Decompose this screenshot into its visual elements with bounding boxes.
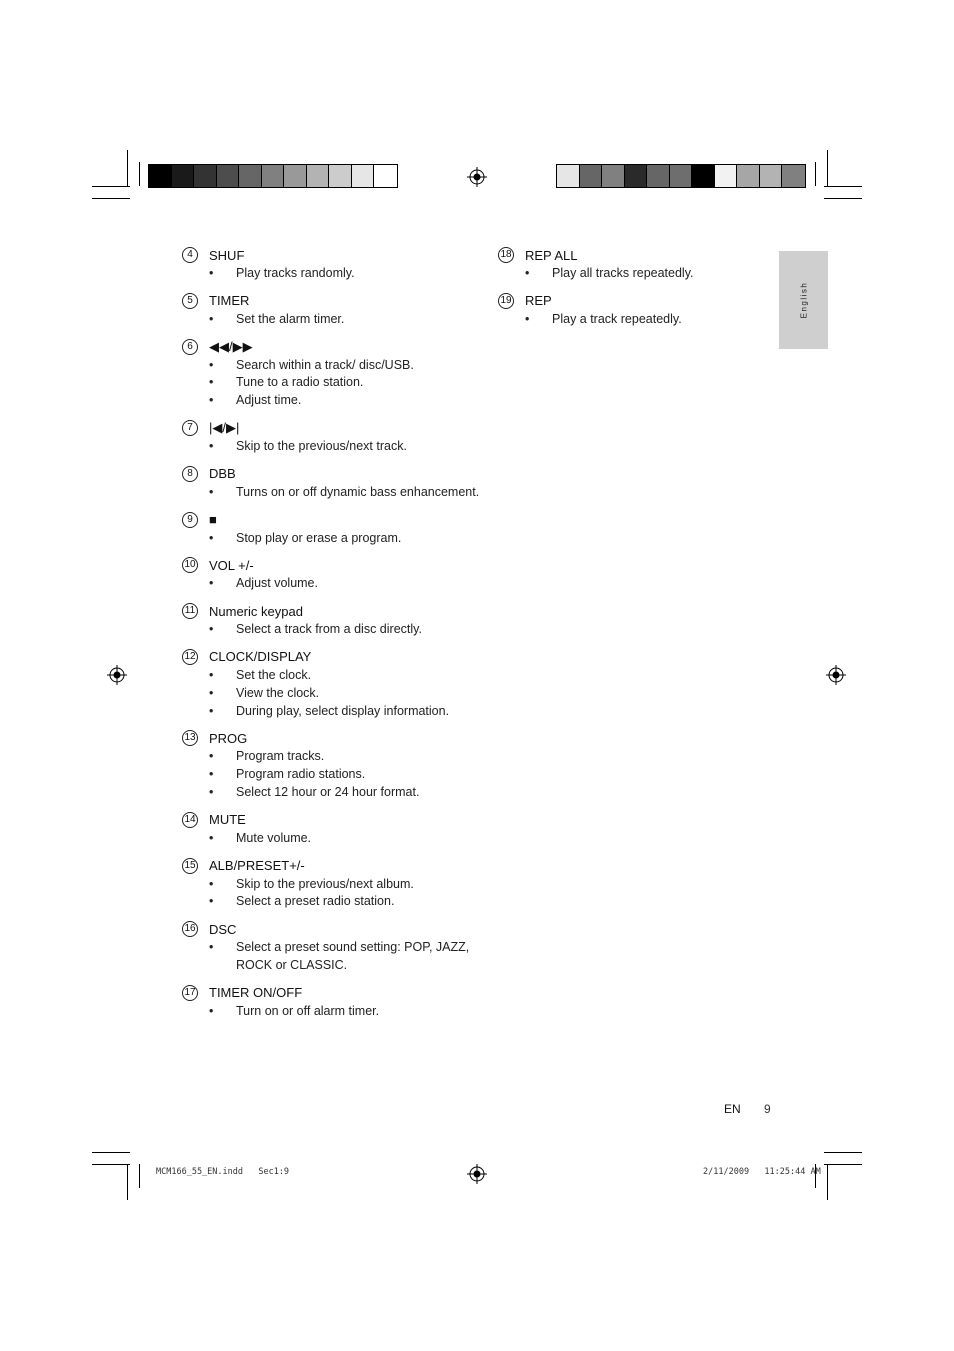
control-entry [182,810,482,848]
item-number-badge: 15 [182,858,198,874]
controls-list-left [182,245,482,1029]
control-label: ◀◀/▶▶ [209,338,253,354]
registration-mark-icon [467,1164,487,1184]
item-number-badge: 18 [498,247,514,263]
bullet-item: • Turn on or off alarm timer. [209,1003,482,1021]
color-swatch [352,165,375,187]
bullet-item: • Adjust volume. [209,575,482,593]
color-bar-right [556,164,806,188]
control-entry [182,919,482,975]
control-label: TIMER ON/OFF [209,985,303,1001]
item-number-badge: 10 [182,557,198,573]
color-swatch [692,165,715,187]
control-entry [182,464,482,502]
bullet-item: • View the clock. [209,685,482,703]
bullet-item: • Search within a track/ disc/USB. [209,357,482,375]
bullet-item: • Play all tracks repeatedly. [525,265,798,283]
control-label: ■ [209,512,217,528]
color-swatch [262,165,285,187]
item-number-badge: 16 [182,921,198,937]
color-swatch [217,165,240,187]
language-tab [779,251,828,349]
bullet-item: • Skip to the previous/next album. [209,876,482,894]
footer-language: EN [724,1102,741,1116]
color-swatch [760,165,783,187]
bullet-item: • Select a track from a disc directly. [209,621,482,639]
control-label: |◀/▶| [209,419,240,435]
color-swatch [647,165,670,187]
control-entry [182,291,482,329]
bullet-item: • During play, select display information. [209,703,482,721]
control-entry [182,601,482,639]
registration-mark-icon [467,167,487,187]
control-entry [182,510,482,548]
language-tab-label: English [799,281,808,319]
color-swatch [625,165,648,187]
control-entry [182,983,482,1021]
control-label: DBB [209,466,236,482]
control-entry [498,291,798,329]
item-number-badge: 19 [498,293,514,309]
control-label: ALB/PRESET+/- [209,858,305,874]
control-label: PROG [209,730,248,746]
bullet-item: • Mute volume. [209,830,482,848]
item-number-badge: 14 [182,812,198,828]
bullet-item: • Set the clock. [209,667,482,685]
control-entry [182,337,482,410]
color-swatch [172,165,195,187]
control-label: REP ALL [525,247,578,263]
bullet-item: • Play a track repeatedly. [525,311,798,329]
control-entry [182,647,482,720]
slug-file: MCM166_55_EN.indd Sec1:9 [156,1167,290,1177]
controls-list-right [498,245,798,337]
control-label: DSC [209,921,237,937]
control-label: SHUF [209,247,245,263]
bullet-item: • Play tracks randomly. [209,265,482,283]
color-swatch [194,165,217,187]
item-number-badge: 4 [182,247,198,263]
control-label: REP [525,293,552,309]
item-number-badge: 13 [182,730,198,746]
color-swatch [329,165,352,187]
color-swatch [239,165,262,187]
registration-mark-icon [107,665,127,685]
control-entry [182,728,482,801]
control-entry [182,245,482,283]
registration-mark-icon [826,665,846,685]
color-swatch [374,165,397,187]
control-label: CLOCK/DISPLAY [209,649,312,665]
item-number-badge: 9 [182,512,198,528]
control-label: Numeric keypad [209,603,303,619]
bullet-item: • Program tracks. [209,748,482,766]
color-swatch [557,165,580,187]
control-entry [182,856,482,912]
color-swatch [149,165,172,187]
color-swatch [602,165,625,187]
item-number-badge: 8 [182,466,198,482]
control-entry [182,418,482,456]
color-swatch [307,165,330,187]
bullet-item: • Adjust time. [209,392,482,410]
item-number-badge: 5 [182,293,198,309]
bullet-item: • Select a preset radio station. [209,893,482,911]
item-number-badge: 12 [182,649,198,665]
control-label: TIMER [209,293,250,309]
item-number-badge: 11 [182,603,198,619]
bullet-item: • Stop play or erase a program. [209,530,482,548]
bullet-item: • Tune to a radio station. [209,374,482,392]
bullet-item: • Select a preset sound setting: POP, JAZZ, ROCK or CLASSIC. [209,939,482,975]
bullet-item: • Program radio stations. [209,766,482,784]
slug-datetime: 2/11/2009 11:25:44 AM [703,1167,821,1177]
control-label: MUTE [209,812,246,828]
color-swatch [715,165,738,187]
color-bar-left [148,164,398,188]
item-number-badge: 17 [182,985,198,1001]
color-swatch [782,165,805,187]
item-number-badge: 6 [182,339,198,355]
control-entry [182,555,482,593]
bullet-item: • Skip to the previous/next track. [209,438,482,456]
page-number: 9 [764,1102,771,1116]
color-swatch [737,165,760,187]
bullet-item: • Set the alarm timer. [209,311,482,329]
bullet-item: • Select 12 hour or 24 hour format. [209,784,482,802]
control-label: VOL +/- [209,557,254,573]
item-number-badge: 7 [182,420,198,436]
control-entry [498,245,798,283]
bullet-item: • Turns on or off dynamic bass enhancement. [209,484,482,502]
color-swatch [284,165,307,187]
color-swatch [670,165,693,187]
color-swatch [580,165,603,187]
